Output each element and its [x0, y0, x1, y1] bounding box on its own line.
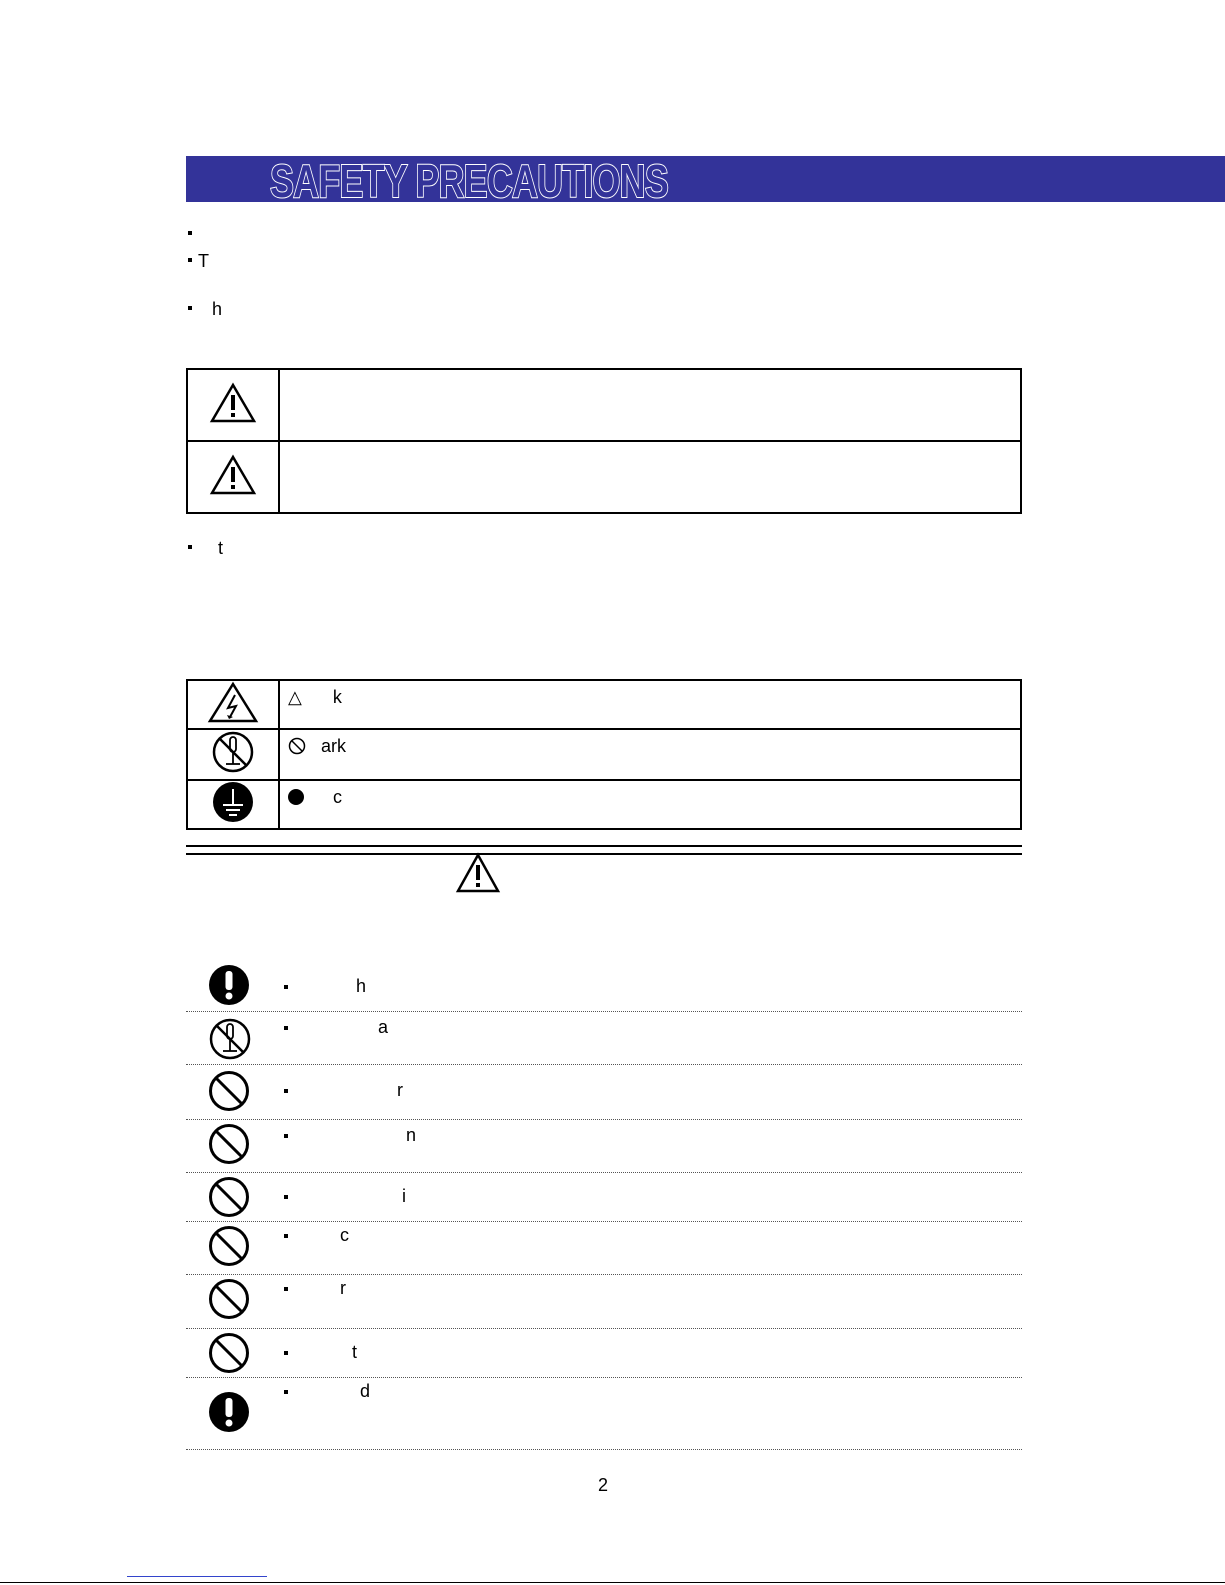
warning-cell [187, 369, 279, 441]
warning-text: h [356, 976, 367, 996]
page-number: 2 [598, 1475, 609, 1495]
symbol-row-shock [279, 680, 1021, 729]
no-disassembly-icon [208, 1017, 252, 1066]
bullet-icon [284, 1287, 288, 1291]
bullet-icon [188, 306, 192, 310]
symbol-cell-ground [187, 780, 279, 829]
bullet-icon [284, 1195, 288, 1199]
intro-line-1 [188, 224, 198, 244]
prohibited-icon [208, 1332, 250, 1379]
symbol-desc: c [333, 787, 343, 807]
triangle-mark-icon: △ [288, 687, 302, 707]
bullet-icon [284, 1026, 288, 1030]
warning-text: i [402, 1186, 406, 1206]
bullet-icon [284, 1089, 288, 1093]
bullet-icon [188, 545, 192, 549]
bullet-icon [188, 258, 192, 262]
symbols-intro: t [188, 538, 223, 558]
bullet-icon [188, 231, 192, 235]
prohibited-mark-icon [288, 737, 306, 755]
no-disassembly-icon [211, 730, 255, 774]
prohibited-icon [208, 1070, 250, 1117]
intro-line-3: h [188, 299, 222, 319]
bullet-icon [284, 985, 288, 989]
bullet-icon [284, 1234, 288, 1238]
intro-line-2: T [188, 251, 209, 271]
warning-item [186, 1064, 1022, 1120]
warning-item [186, 1221, 1022, 1275]
warning-text: r [397, 1080, 403, 1100]
warning-text: a [378, 1017, 389, 1037]
warning-text [279, 369, 1021, 441]
warning-item [186, 1172, 1022, 1222]
symbol-table [186, 679, 1022, 830]
warning-text: n [406, 1125, 417, 1145]
warning-item [186, 1377, 1022, 1450]
warning-text: r [340, 1278, 346, 1298]
warning-item [186, 1119, 1022, 1173]
section-divider [186, 845, 1022, 855]
list-end-rule [186, 1447, 1022, 1450]
bottom-border [0, 1582, 1225, 1583]
warning-item [186, 1328, 1022, 1378]
electric-shock-icon [207, 681, 259, 723]
caution-cell [187, 441, 279, 513]
warning-text: d [360, 1381, 371, 1401]
bullet-icon [284, 1351, 288, 1355]
caution-text [279, 441, 1021, 513]
caution-triangle-icon [209, 454, 257, 496]
warning-item [186, 1274, 1022, 1329]
filled-circle-mark-icon [288, 789, 304, 805]
prohibited-icon [208, 1225, 250, 1272]
symbol-desc: k [332, 687, 342, 707]
ground-icon [212, 781, 254, 823]
bullet-icon [284, 1390, 288, 1394]
prohibited-icon [208, 1278, 250, 1325]
symbol-cell-disassembly [187, 729, 279, 780]
mandatory-icon [208, 964, 250, 1011]
prohibited-icon [208, 1176, 250, 1223]
bottom-link-rule [127, 1575, 267, 1577]
symbol-desc: ark [321, 736, 347, 756]
mandatory-icon [208, 1391, 250, 1438]
page-title: SAFETY PRECAUTIONS [270, 155, 668, 207]
signal-word-table [186, 368, 1022, 514]
symbol-row-mandatory [279, 780, 1021, 829]
warning-text: t [352, 1342, 358, 1362]
symbol-cell-shock [187, 680, 279, 729]
prohibited-icon [208, 1123, 250, 1170]
warning-triangle-icon [209, 382, 257, 424]
warning-triangle-icon [455, 852, 501, 894]
symbol-row-prohibition [279, 729, 1021, 780]
warning-item [186, 1011, 1022, 1065]
title-banner [186, 155, 1225, 207]
warning-item [186, 958, 1022, 1012]
warning-text: c [340, 1225, 349, 1245]
bullet-icon [284, 1134, 288, 1138]
